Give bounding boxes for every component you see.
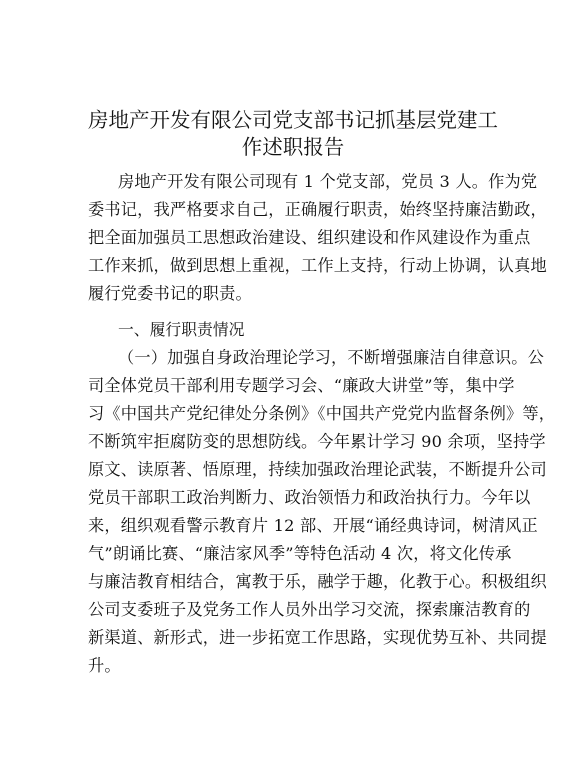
body-line-8: 气”朗诵比赛、“廉洁家风季”等特色活动 4 次，将文化传承 xyxy=(88,544,512,563)
intro-line-1: 房地产开发有限公司现有 1 个党支部，党员 3 人。作为党 xyxy=(118,172,538,191)
document-title-line-1: 房地产开发有限公司党支部书记抓基层党建工 xyxy=(88,108,498,132)
body-line-5: 原文、读原著、悟原理，持续加强政治理论武装，不断提升公司 xyxy=(88,460,547,479)
body-line-11: 新渠道、新形式，进一步拓宽工作思路，实现优势互补、共同提 xyxy=(88,628,547,647)
body-line-2: 司全体党员干部利用专题学习会、“廉政大讲堂”等，集中学 xyxy=(88,376,515,395)
body-line-3: 习《中国共产党纪律处分条例》《中国共产党党内监督条例》等， xyxy=(88,404,556,423)
body-line-4: 不断筑牢拒腐防变的思想防线。今年累计学习 90 余项，坚持学 xyxy=(88,432,546,451)
document-title-line-2: 作述职报告 xyxy=(241,135,345,159)
body-line-12: 升。 xyxy=(88,656,121,675)
body-line-9: 与廉洁教育相结合，寓教于乐，融学于趣，化教于心。积极组织 xyxy=(88,572,547,591)
body-line-1: （一）加强自身政治理论学习，不断增强廉洁自律意识。公 xyxy=(118,348,545,367)
body-line-10: 公司支委班子及党务工作人员外出学习交流，探索廉洁教育的 xyxy=(88,600,531,619)
body-line-7: 来，组织观看警示教育片 12 部、开展“诵经典诗词，树清风正 xyxy=(88,516,538,535)
section-heading: 一、履行职责情况 xyxy=(118,320,245,339)
body-line-6: 党员干部职工政治判断力、政治领悟力和政治执行力。今年以 xyxy=(88,488,531,507)
intro-line-2: 委书记，我严格要求自己，正确履行职责，始终坚持廉洁勤政， xyxy=(88,200,547,219)
intro-line-3: 把全面加强员工思想政治建设、组织建设和作风建设作为重点 xyxy=(88,228,531,247)
intro-line-5: 履行党委书记的职责。 xyxy=(88,284,252,303)
intro-line-4: 工作来抓，做到思想上重视，工作上支持，行动上协调，认真地 xyxy=(88,256,547,275)
